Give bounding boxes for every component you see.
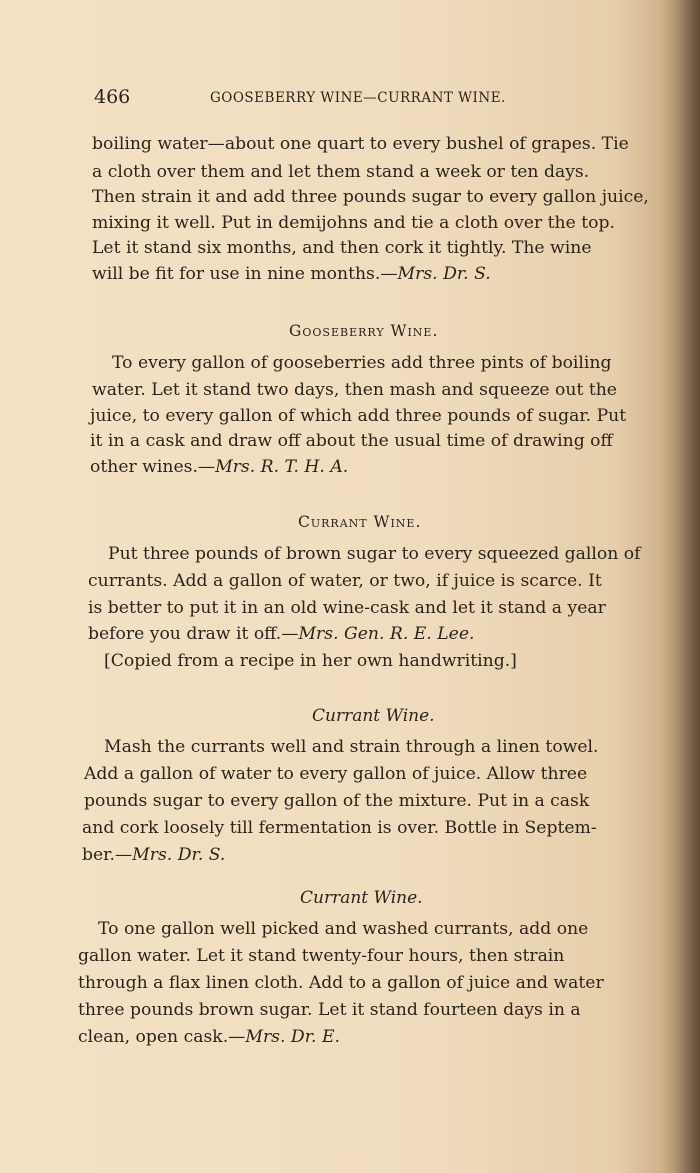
body-line: it in a cask and draw off about the usual time of drawing off [90, 431, 613, 451]
recipe-heading: Gooseberry Wine. [289, 322, 439, 340]
body-line: boiling water—about one quart to every bushel of grapes. Tie [92, 134, 629, 154]
body-line-with-signature [82, 845, 225, 865]
recipe-heading: Currant Wine. [298, 513, 422, 531]
body-line: is better to put it in an old wine-cask and let it stand a year [88, 598, 606, 618]
body-line: Put three pounds of brown sugar to every squeezed gallon of [108, 544, 641, 564]
running-title: GOOSEBERRY WINE—CURRANT WINE. [210, 90, 506, 106]
body-line: three pounds brown sugar. Let it stand fourteen days in a [78, 1000, 581, 1020]
body-line: through a flax linen cloth. Add to a gallon of juice and water [78, 973, 604, 993]
signature: Mrs. Dr. S. [132, 845, 226, 865]
body-line-with-signature [78, 1027, 340, 1047]
body-text: other wines.— [90, 457, 216, 477]
body-line: Add a gallon of water to every gallon of juice. Allow three [84, 764, 588, 784]
body-text: before you draw it off.— [88, 624, 299, 644]
body-line: gallon water. Let it stand twenty-four hours, then strain [78, 946, 565, 966]
body-line: Mash the currants well and strain through a linen towel. [104, 737, 599, 757]
body-line: pounds sugar to every gallon of the mixture. Put in a cask [84, 791, 590, 811]
body-line: Let it stand six months, and then cork it tightly. The wine [92, 238, 592, 258]
editorial-note: [Copied from a recipe in her own handwriting.] [104, 651, 517, 671]
signature: Mrs. Gen. R. E. Lee. [298, 624, 475, 644]
body-line: Then strain it and add three pounds sugar to every gallon juice, [92, 187, 649, 207]
recipe-heading: Currant Wine. [312, 706, 435, 726]
body-line: a cloth over them and let them stand a week or ten days. [92, 162, 590, 182]
recipe-heading: Currant Wine. [300, 888, 423, 908]
body-line: water. Let it stand two days, then mash and squeeze out the [92, 380, 617, 400]
body-line-with-signature [88, 624, 474, 644]
body-line: juice, to every gallon of which add three pounds of sugar. Put [90, 406, 627, 426]
body-text: ber.— [82, 845, 133, 865]
signature: Mrs. Dr. E. [245, 1027, 340, 1047]
body-line-with-signature [90, 457, 348, 477]
binding-shadow [660, 0, 700, 1173]
body-text: will be fit for use in nine months.— [92, 264, 398, 284]
body-text: clean, open cask.— [78, 1027, 246, 1047]
signature: Mrs. Dr. S. [397, 264, 491, 284]
body-line: currants. Add a gallon of water, or two, if juice is scarce. It [88, 571, 602, 591]
body-line-with-signature [92, 264, 491, 284]
signature: Mrs. R. T. H. A. [215, 457, 349, 477]
body-line: To one gallon well picked and washed currants, add one [98, 919, 589, 939]
body-line: To every gallon of gooseberries add three pints of boiling [112, 353, 612, 373]
page-number: 466 [94, 86, 131, 108]
body-line: and cork loosely till fermentation is over. Bottle in Septem- [82, 818, 597, 838]
body-line: mixing it well. Put in demijohns and tie a cloth over the top. [92, 213, 615, 233]
